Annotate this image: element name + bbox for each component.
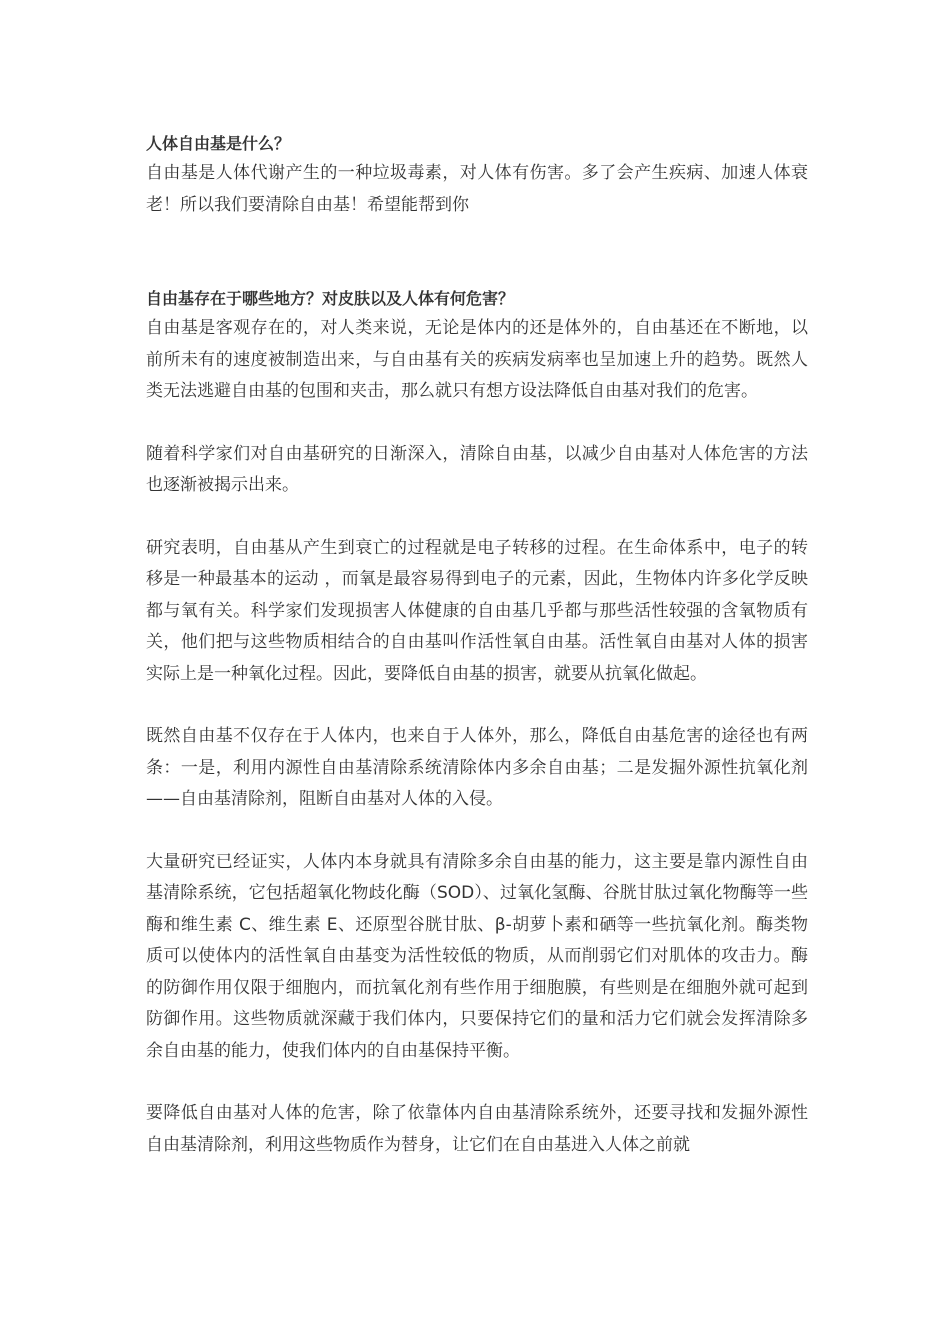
paragraph-spacer [146, 408, 808, 439]
section-heading: 自由基存在于哪些地方？对皮肤以及人体有何危害？ [146, 289, 515, 308]
section-where-and-harm [146, 285, 808, 1161]
paragraph-spacer [146, 816, 808, 847]
paragraph: 自由基是人体代谢产生的一种垃圾毒素，对人体有伤害。多了会产生疾病、加速人体衰老！所以我们要清除自由基！希望能帮到你 [146, 163, 808, 215]
paragraph: 研究表明，自由基从产生到衰亡的过程就是电子转移的过程。在生命体系中，电子的转移是一种最基本的运动 ，而氧是最容易得到电子的元素，因此，生物体内许多化学反映都与氧有关。科学家们发现损害人体健康的自由基几乎都与那些活性较强的含氧物质有关，他们把与这些物质相结合的自由基叫作活性氧自由基。活性氧自由基对人体的损害实际上是一种氧化过程。因此，要降低自由基的损害，就要从抗氧化做起。 [146, 537, 808, 684]
document-page [146, 130, 808, 1161]
paragraph: 随着科学家们对自由基研究的日渐深入，清除自由基，以减少自由基对人体危害的方法也逐渐被揭示出来。 [146, 443, 808, 495]
section-heading: 人体自由基是什么？ [146, 134, 291, 153]
paragraph-spacer [146, 1067, 808, 1098]
section-what-is-free-radical [146, 130, 808, 221]
paragraph: 要降低自由基对人体的危害，除了依靠体内自由基清除系统外，还要寻找和发掘外源性自由基清除剂，利用这些物质作为替身，让它们在自由基进入人体之前就 [146, 1103, 808, 1155]
paragraph: 既然自由基不仅存在于人体内，也来自于人体外，那么，降低自由基危害的途径也有两条：一是，利用内源性自由基清除系统清除体内多余自由基；二是发掘外源性抗氧化剂——自由基清除剂，阻断自由基对人体的入侵。 [146, 726, 808, 809]
paragraph-spacer [146, 690, 808, 721]
section-spacer [146, 221, 808, 283]
paragraph-spacer [146, 502, 808, 533]
paragraph: 大量研究已经证实，人体内本身就具有清除多余自由基的能力，这主要是靠内源性自由基清除系统，它包括超氧化物歧化酶（SOD）、过氧化氢酶、谷胱甘肽过氧化物酶等一些酶和维生素 C、维生素 E、还原型谷胱甘肽、β-胡萝卜素和硒等一些抗氧化剂。酶类物质可以使体内的活性氧自由基变为活性较低的物质，从而削弱它们对肌体的攻击力。酶的防御作用仅限于细胞内，而抗氧化剂有些作用于细胞膜，有些则是在细胞外就可起到防御作用。这些物质就深藏于我们体内，只要保持它们的量和活力它们就会发挥清除多余自由基的能力，使我们体内的自由基保持平衡。 [146, 851, 808, 1061]
paragraph: 自由基是客观存在的，对人类来说，无论是体内的还是体外的，自由基还在不断地，以前所未有的速度被制造出来，与自由基有关的疾病发病率也呈加速上升的趋势。既然人类无法逃避自由基的包围和夹击，那么就只有想方设法降低自由基对我们的危害。 [146, 318, 808, 401]
